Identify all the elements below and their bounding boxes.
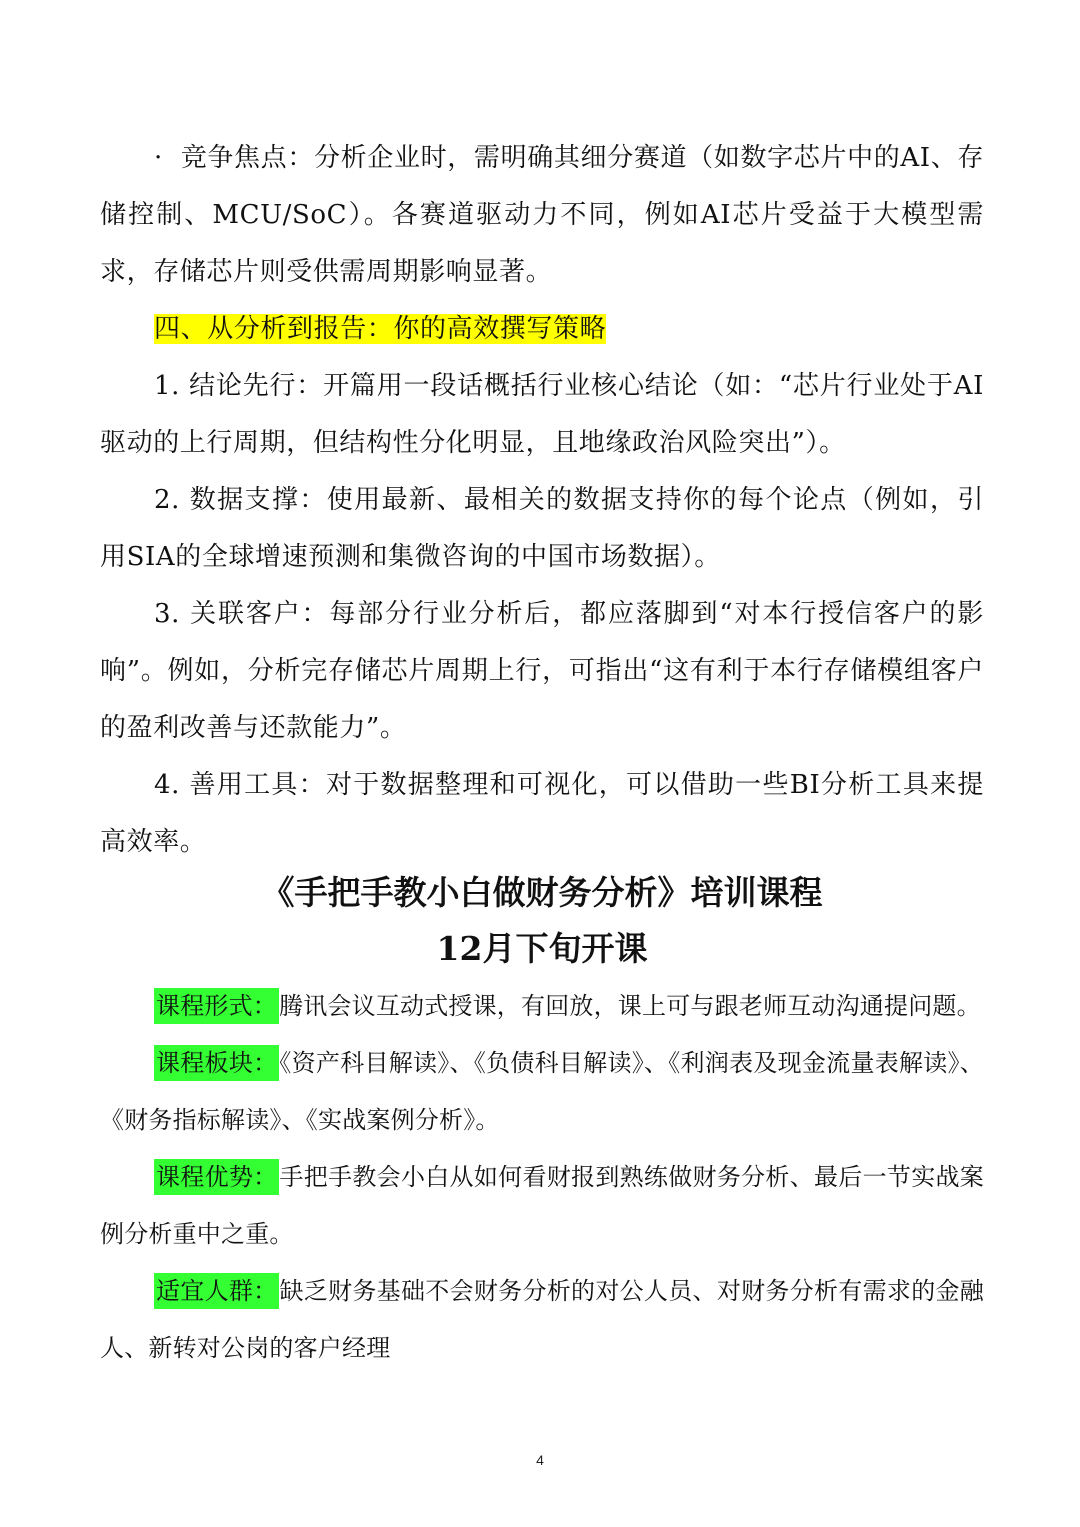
course-row-audience <box>100 1263 984 1377</box>
strategy-item-3: 3. 关联客户：每部分行业分析后，都应落脚到“对本行授信客户的影响”。例如，分析完存储芯片周期上行，可指出“这有利于本行存储模组客户的盈利改善与还款能力”。 <box>100 599 984 743</box>
competition-paragraph <box>100 130 984 301</box>
section-heading: 四、从分析到报告：你的高效撰写策略 <box>154 314 607 344</box>
course-advantage-label: 课程优势： <box>154 1159 279 1195</box>
strategy-item-4: 4. 善用工具：对于数据整理和可视化，可以借助一些BI分析工具来提高效率。 <box>100 770 984 857</box>
course-row-format <box>100 978 984 1035</box>
competition-text: 竞争焦点：分析企业时，需明确其细分赛道（如数字芯片中的AI、存储控制、MCU/SoC）。各赛道驱动力不同，例如AI芯片受益于大模型需求，存储芯片则受供需周期影响显著。 <box>100 143 984 287</box>
course-modules-label: 课程板块： <box>154 1045 279 1081</box>
course-subtitle: 12月下旬开课 <box>436 929 648 968</box>
strategy-item-1: 1. 结论先行：开篇用一段话概括行业核心结论（如：“芯片行业处于AI驱动的上行周期，但结构性分化明显，且地缘政治风险突出”）。 <box>100 371 984 458</box>
strategy-item-2: 2. 数据支撑：使用最新、最相关的数据支持你的每个论点（例如，引用SIA的全球增速预测和集微咨询的中国市场数据）。 <box>100 485 984 572</box>
section-heading-paragraph <box>100 301 984 358</box>
course-title: 《手把手教小白做财务分析》培训课程 <box>261 873 823 912</box>
course-audience-label: 适宜人群： <box>154 1273 279 1309</box>
page-number: 4 <box>536 1452 544 1468</box>
course-advantage-text: 手把手教会小白从如何看财报到熟练做财务分析、最后一节实战案例分析重中之重。 <box>100 1163 984 1248</box>
course-format-text: 腾讯会议互动式授课，有回放，课上可与跟老师互动沟通提问题。 <box>279 992 981 1020</box>
course-row-modules <box>100 1035 984 1149</box>
course-format-label: 课程形式： <box>154 988 279 1024</box>
bullet-point: · <box>154 143 163 173</box>
course-audience-text: 缺乏财务基础不会财务分析的对公人员、对财务分析有需求的金融人、新转对公岗的客户经理 <box>100 1277 984 1362</box>
course-modules-text: 《资产科目解读》、《负债科目解读》、《利润表及现金流量表解读》、《财务指标解读》、《实战案例分析》。 <box>100 1049 985 1134</box>
course-row-advantage <box>100 1149 984 1263</box>
